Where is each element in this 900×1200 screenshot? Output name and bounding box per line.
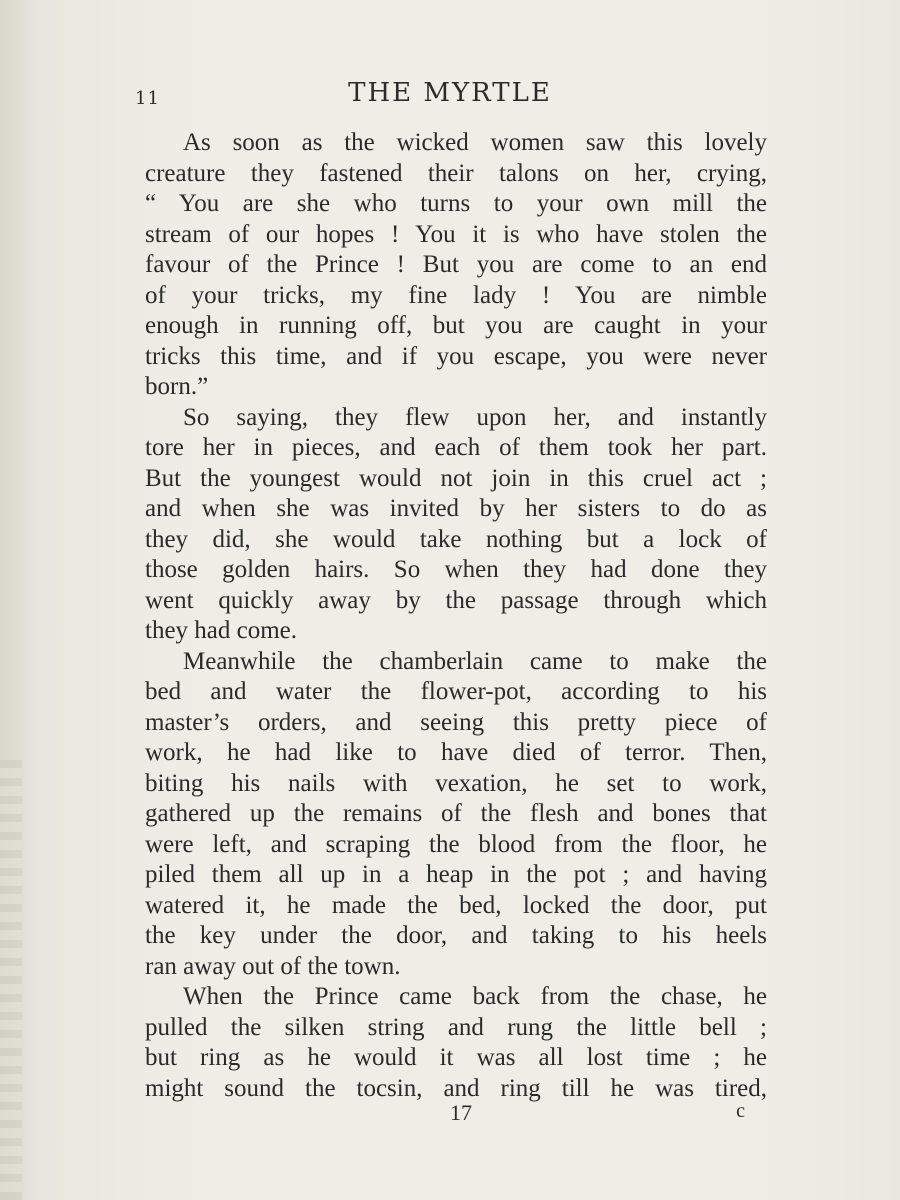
text-line: gathered up the remains of the flesh and bones that	[145, 800, 767, 827]
text-line: tricks this time, and if you escape, you were never	[145, 342, 767, 370]
text-line: those golden hairs. So when they had done they	[145, 556, 767, 583]
signature-mark: c	[736, 1100, 745, 1122]
text-line: “ You are she who turns to your own mill the	[145, 190, 767, 217]
page-number: 17	[450, 1100, 472, 1125]
page-footer	[145, 1100, 745, 1140]
text-line: favour of the Prince ! But you are come to an end	[145, 251, 767, 278]
text-line: biting his nails with vexation, he set to work,	[145, 769, 767, 797]
text-line: When the Prince came back from the chase, he	[183, 983, 767, 1010]
running-head	[135, 78, 765, 118]
text-line: creature they fastened their talons on her, crying,	[145, 159, 767, 187]
text-line: but ring as he would it was all lost time ; he	[145, 1044, 767, 1071]
text-line: Meanwhile the chamberlain came to make the	[183, 647, 767, 675]
text-line: might sound the tocsin, and ring till he was tired,	[145, 1074, 767, 1102]
text-line: ran away out of the town.	[145, 952, 401, 980]
text-line: enough in running off, but you are caught in your	[145, 312, 767, 339]
text-line: piled them all up in a heap in the pot ; and having	[145, 861, 767, 888]
text-line: bed and water the flower-pot, according to his	[145, 678, 767, 705]
body-text	[145, 128, 767, 1104]
header-folio: 11	[135, 88, 160, 109]
text-line: watered it, he made the bed, locked the door, put	[145, 891, 767, 919]
text-line: were left, and scraping the blood from the floor, he	[145, 830, 767, 858]
text-line: work, he had like to have died of terror. Then,	[145, 739, 767, 766]
text-line: master’s orders, and seeing this pretty piece of	[145, 708, 767, 736]
text-line: they had come.	[145, 617, 298, 644]
text-line: and when she was invited by her sisters to do as	[145, 495, 767, 522]
text-line: stream of our hopes ! You it is who have stolen the	[145, 220, 767, 248]
text-line: So saying, they flew upon her, and instantly	[183, 403, 767, 431]
text-line: pulled the silken string and rung the little bell ;	[145, 1013, 767, 1041]
chapter-title: THE MYRTLE	[348, 78, 552, 108]
text-line: But the youngest would not join in this cruel act ;	[145, 464, 767, 492]
text-line: of your tricks, my fine lady ! You are nimble	[145, 281, 767, 309]
text-line: As soon as the wicked women saw this lovely	[183, 129, 767, 156]
text-line: the key under the door, and taking to his heels	[145, 922, 767, 949]
text-line: they did, she would take nothing but a lock of	[145, 525, 767, 553]
adjacent-page-edge	[0, 760, 22, 1200]
text-line: tore her in pieces, and each of them took her part.	[145, 434, 767, 461]
text-line: went quickly away by the passage through which	[145, 586, 767, 614]
text-line: born.”	[145, 373, 209, 400]
